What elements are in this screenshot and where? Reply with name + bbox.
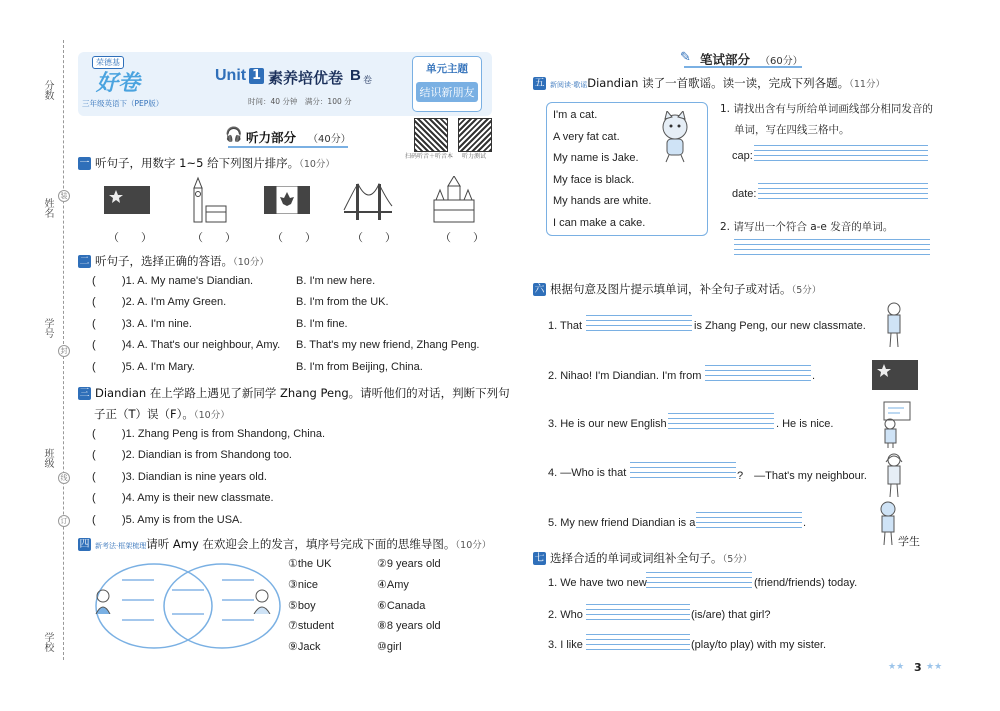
q4-option: ④Amy <box>377 579 409 591</box>
cat-character-picture <box>653 111 697 163</box>
q7-number: 七 <box>534 553 545 564</box>
teacher-picture <box>876 400 912 448</box>
q6-item-post: . <box>803 517 807 529</box>
gutter-label-school: 学校 <box>42 632 53 652</box>
q4-tag: 新考法·框架梳理 <box>95 542 147 550</box>
q6-item: 4. —Who is that <box>548 467 627 479</box>
boy-avatar-icon <box>252 588 272 614</box>
q2-item: ( )2. A. I'm Amy Green. <box>92 296 227 308</box>
q2-item: ( )5. A. I'm Mary. <box>92 361 195 373</box>
canada-flag-picture <box>264 186 310 214</box>
q4-title: 四 新考法·框架梳理请听 Amy 在欢迎会上的发言，填序号完成下面的思维导图。（10分） <box>79 537 492 551</box>
unit-number: 1 <box>249 68 264 84</box>
q6-item-post: is Zhang Peng, our new classmate. <box>694 320 866 332</box>
q6-item-post: ? —That's my neighbour. <box>737 470 867 482</box>
gutter-label-id: 学号 <box>42 318 53 338</box>
q3-item: ( )3. Diandian is nine years old. <box>92 471 267 483</box>
q4-option: ⑥Canada <box>377 600 426 612</box>
q5-number: 五 <box>534 78 545 89</box>
brand-small: 荣德基 <box>92 56 124 69</box>
neighbour-picture <box>882 452 906 498</box>
listening-section-score: （40分） <box>308 134 351 145</box>
q3-item: ( )5. Amy is from the USA. <box>92 514 243 526</box>
q3-title-cont: 子正（T）误（F）。（10分） <box>94 407 230 421</box>
q7-blank[interactable] <box>586 604 690 624</box>
poem-line: I can make a cake. <box>553 217 646 229</box>
q6-blank[interactable] <box>630 462 736 482</box>
q1-answer-3[interactable]: （ ） <box>272 231 316 244</box>
q4-option: ⑨Jack <box>288 641 321 653</box>
q2-item: ( )1. A. My name's Diandian. <box>92 275 254 287</box>
q4-option: ⑧8 years old <box>377 620 441 632</box>
boy-zhang-peng-picture <box>884 302 904 348</box>
qr-code-test[interactable] <box>458 118 492 152</box>
q6-item: 2. Nihao! I'm Diandian. I'm from <box>548 370 702 382</box>
q2-item: ( )4. A. That's our neighbour, Amy. <box>92 339 281 351</box>
q3-item: ( )1. Zhang Peng is from Shandong, China. <box>92 428 326 440</box>
task2-writing-lines[interactable] <box>734 239 930 259</box>
date-writing-lines[interactable] <box>758 183 928 203</box>
q5-tag: 新阅读·歌谣 <box>550 81 588 89</box>
big-ben-picture <box>186 176 230 224</box>
pencil-icon: ✎ <box>680 50 691 65</box>
paper-version: B <box>350 67 361 84</box>
q6-blank[interactable] <box>705 365 811 385</box>
q7-hint: (friend/friends) today. <box>754 577 858 589</box>
q2-number: 二 <box>79 256 90 267</box>
golden-gate-bridge-picture <box>342 180 394 222</box>
kremlin-building-picture <box>430 176 478 224</box>
q5-task2: 2. 请写出一个符合 a-e 发音的单词。 <box>720 221 894 233</box>
poem-box <box>546 102 708 236</box>
unit-header <box>78 52 492 116</box>
gutter-mark-zhuang: 装 <box>58 190 70 202</box>
q6-item-post: . He is nice. <box>776 418 834 430</box>
q6-number: 六 <box>534 284 545 295</box>
q7-title: 七 选择合适的单词或词组补全句子。（5分） <box>534 551 753 565</box>
time-info: 时间：40 分钟 满分：100 分 <box>248 97 352 106</box>
q2-option-b: B. That's my new friend, Zhang Peng. <box>296 339 480 351</box>
gutter-label-score: 分数 <box>42 80 53 100</box>
paper-version-suffix: 卷 <box>363 76 373 86</box>
q2-option-b: B. I'm new here. <box>296 275 376 287</box>
q4-option: ⑤boy <box>288 600 316 612</box>
q4-number: 四 <box>79 539 90 550</box>
writing-section-score: （60分） <box>760 56 803 67</box>
q5-task1-line1: 1. 请找出含有与所给单词画线部分相同发音的 <box>720 103 933 115</box>
student-picture <box>876 500 900 546</box>
q2-option-b: B. I'm fine. <box>296 318 348 330</box>
china-flag-hint-picture <box>872 360 918 390</box>
q3-number: 三 <box>79 388 90 399</box>
q4-option: ⑦student <box>288 620 334 632</box>
gutter-mark-ding: 订 <box>58 515 70 527</box>
q6-item: 5. My new friend Diandian is a <box>548 517 696 529</box>
q5-title: 五 新阅读·歌谣Diandian 读了一首歌谣。读一读，完成下列各题。（11分） <box>534 76 885 90</box>
date-label: date: <box>732 188 757 200</box>
gutter-mark-feng: 封 <box>58 345 70 357</box>
unit-theme-box <box>412 56 482 112</box>
gutter-label-name: 姓名 <box>42 198 53 218</box>
q6-blank[interactable] <box>668 413 774 433</box>
headphone-icon: 🎧 <box>225 127 243 143</box>
listening-section-title: 听力部分 <box>246 130 297 145</box>
page-stars-left-icon: ★★ <box>888 662 905 672</box>
girl-avatar-icon <box>94 588 112 614</box>
q4-option: ③nice <box>288 579 319 591</box>
cap-label: cap: <box>732 150 753 162</box>
unit-theme-value: 结识新朋友 <box>416 82 478 102</box>
writing-underline <box>684 66 802 68</box>
q1-title: 一 听句子，用数字 1~5 给下列图片排序。（10分） <box>79 156 335 170</box>
q7-blank[interactable] <box>646 572 752 592</box>
q4-option: ②9 years old <box>377 558 441 570</box>
q6-title: 六 根据句意及图片提示填单词，补全句子或对话。（5分） <box>534 282 822 296</box>
unit-word: Unit <box>215 67 247 84</box>
flag-star-icon <box>108 189 124 203</box>
q3-item: ( )4. Amy is their new classmate. <box>92 492 274 504</box>
q7-hint: (is/are) that girl? <box>691 609 771 621</box>
q6-blank[interactable] <box>586 315 692 335</box>
qr-code-listen[interactable] <box>414 118 448 152</box>
q2-option-b: B. I'm from the UK. <box>296 296 389 308</box>
q6-item-post: . <box>812 370 816 382</box>
q5-task1-line2: 单词，写在四线三格中。 <box>734 124 850 136</box>
poem-line: I'm a cat. <box>553 109 598 121</box>
q1-answer-4[interactable]: （ ） <box>352 231 396 244</box>
poem-line: My hands are white. <box>553 195 652 207</box>
q7-hint: (play/to play) with my sister. <box>691 639 827 651</box>
q2-item: ( )3. A. I'm nine. <box>92 318 192 330</box>
q7-item: 1. We have two new <box>548 577 647 589</box>
paper-title: 素养培优卷 <box>268 69 344 87</box>
q7-item: 2. Who <box>548 609 583 621</box>
brand-logo: 好卷 <box>96 71 141 96</box>
q3-item: ( )2. Diandian is from Shandong too. <box>92 449 292 461</box>
china-flag-picture <box>104 186 150 214</box>
gutter-mark-xian: 线 <box>58 472 70 484</box>
q1-answer-5[interactable]: （ ） <box>440 231 484 244</box>
writing-section-title: 笔试部分 <box>700 52 751 67</box>
page-stars-right-icon: ★★ <box>926 662 943 672</box>
qr-caption-listen: 扫码听音＋听音本 <box>405 153 454 160</box>
poem-line: My face is black. <box>553 174 635 186</box>
q7-item: 3. I like <box>548 639 583 651</box>
q1-answer-1[interactable]: （ ） <box>108 231 152 244</box>
flag-star-icon <box>876 363 892 377</box>
q4-option: ①the UK <box>288 558 332 570</box>
q6-item: 1. That <box>548 320 583 332</box>
q1-answer-2[interactable]: （ ） <box>192 231 236 244</box>
gutter-label-class: 班级 <box>42 448 53 468</box>
grade-label: 三年级英语下（PEP版） <box>82 99 164 108</box>
page-number: 3 <box>914 661 922 674</box>
cap-writing-lines[interactable] <box>754 145 928 165</box>
q1-number: 一 <box>79 158 90 169</box>
q3-title: 三 Diandian 在上学路上遇见了新同学 Zhang Peng。请听他们的对话，判断下列句 <box>79 386 510 400</box>
unit-theme-label: 单元主题 <box>413 61 481 76</box>
q6-blank[interactable] <box>696 512 802 532</box>
q4-option: ⑩girl <box>377 641 402 653</box>
qr-caption-test: 听力测试 <box>462 153 487 160</box>
poem-line: A very fat cat. <box>553 131 620 143</box>
student-label: 学生 <box>898 535 920 548</box>
listening-underline <box>228 146 348 148</box>
q6-item: 3. He is our new English <box>548 418 667 430</box>
q2-title: 二 听句子，选择正确的答语。（10分） <box>79 254 269 268</box>
q2-option-b: B. I'm from Beijing, China. <box>296 361 423 373</box>
poem-line: My name is Jake. <box>553 152 639 164</box>
q7-blank[interactable] <box>586 634 690 654</box>
